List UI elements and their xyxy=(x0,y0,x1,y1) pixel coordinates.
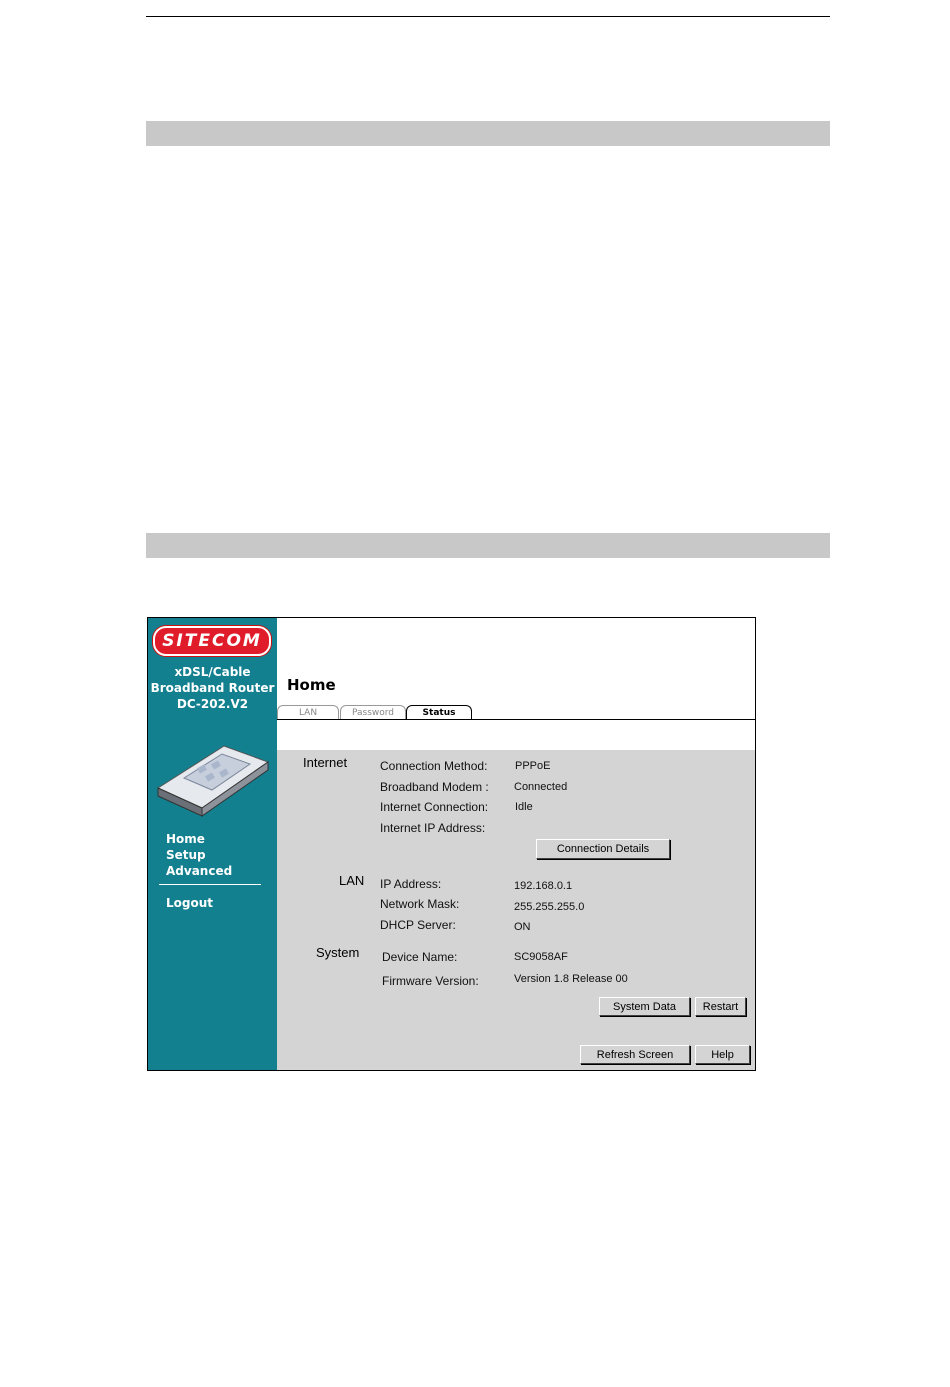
sidebar xyxy=(148,618,277,1070)
router-web-interface xyxy=(147,617,756,1071)
internet-connection-label: Internet Connection: xyxy=(380,800,489,814)
dhcp-server-label: DHCP Server: xyxy=(380,918,456,932)
help-button[interactable]: Help xyxy=(695,1045,750,1064)
device-name-value: SC9058AF xyxy=(514,951,568,963)
connection-method-value: PPPoE xyxy=(515,760,551,772)
firmware-version-value: Version 1.8 Release 00 xyxy=(514,973,628,985)
page-header-rule xyxy=(146,16,830,17)
internet-section-label: Internet xyxy=(303,755,348,770)
lan-section-label: LAN xyxy=(339,873,365,888)
router-device-image xyxy=(154,742,270,820)
dhcp-server-value: ON xyxy=(514,921,531,933)
device-name-label: Device Name: xyxy=(382,950,458,964)
nav-divider xyxy=(159,884,261,885)
firmware-version-label: Firmware Version: xyxy=(382,974,479,988)
broadband-modem-label: Broadband Modem : xyxy=(380,780,489,794)
restart-button[interactable]: Restart xyxy=(695,997,746,1016)
broadband-modem-value: Connected xyxy=(514,781,568,793)
nav-home[interactable]: Home xyxy=(166,832,205,846)
system-section-label: System xyxy=(316,945,360,960)
tab-status[interactable]: Status xyxy=(406,705,472,720)
product-line-3: DC-202.V2 xyxy=(176,697,249,711)
main-panel xyxy=(277,618,755,1070)
section-heading-bar xyxy=(146,121,830,146)
nav-setup[interactable]: Setup xyxy=(166,848,206,862)
tab-lan[interactable]: LAN xyxy=(277,705,339,720)
internet-connection-value: Idle xyxy=(515,801,533,813)
tab-divider xyxy=(277,719,755,720)
status-content xyxy=(277,750,755,1070)
product-name xyxy=(148,664,277,712)
product-line-2: Broadband Router xyxy=(150,681,275,695)
connection-details-button[interactable]: Connection Details xyxy=(536,839,670,859)
page-title: Home xyxy=(287,676,336,694)
internet-ip-label: Internet IP Address: xyxy=(380,821,486,835)
network-mask-label: Network Mask: xyxy=(380,897,460,911)
sitecom-logo: SITECOM xyxy=(153,626,271,656)
lan-ip-value: 192.168.0.1 xyxy=(514,880,573,892)
system-data-button[interactable]: System Data xyxy=(599,997,690,1016)
connection-method-label: Connection Method: xyxy=(380,759,488,773)
refresh-screen-button[interactable]: Refresh Screen xyxy=(580,1045,690,1064)
network-mask-value: 255.255.255.0 xyxy=(514,901,585,913)
section-heading-bar xyxy=(146,533,830,558)
nav-logout[interactable]: Logout xyxy=(166,896,214,910)
tab-password[interactable]: Password xyxy=(340,705,406,720)
product-line-1: xDSL/Cable xyxy=(174,665,251,679)
lan-ip-label: IP Address: xyxy=(380,877,442,891)
nav-advanced[interactable]: Advanced xyxy=(166,864,233,878)
